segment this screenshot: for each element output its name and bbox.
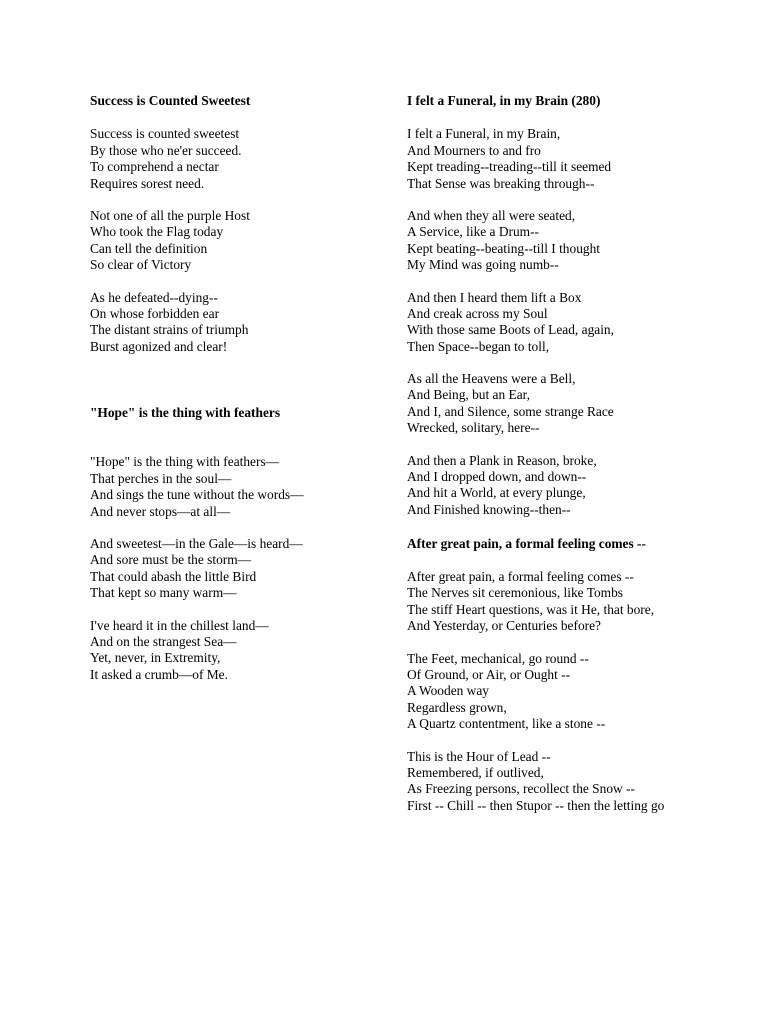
stanza-spacer xyxy=(90,520,390,536)
poem-line: And I dropped down, and down-- xyxy=(407,469,587,485)
poem-line: By those who ne'er succeed. xyxy=(90,142,242,158)
poem-line: The Feet, mechanical, go round -- xyxy=(407,650,589,666)
poem-line: My Mind was going numb-- xyxy=(407,257,559,273)
poem xyxy=(407,536,747,814)
poem-line: It asked a crumb—of Me. xyxy=(90,666,228,682)
poem-line: And then a Plank in Reason, broke, xyxy=(407,452,597,468)
poem-line: The Nerves sit ceremonious, like Tombs xyxy=(407,585,623,601)
poem-line: A Quartz contentment, like a stone -- xyxy=(407,716,606,732)
poem-line: And sings the tune without the words— xyxy=(90,487,304,503)
stanza-spacer xyxy=(407,355,747,371)
poem-title: Success is Counted Sweetest xyxy=(90,93,251,108)
title-spacer xyxy=(407,552,747,569)
stanza xyxy=(407,290,747,356)
poem-line: Then Space--began to toll, xyxy=(407,338,550,354)
stanza-spacer xyxy=(90,274,390,290)
poem-line: With those same Boots of Lead, again, xyxy=(407,322,614,338)
poem-line: That kept so many warm— xyxy=(90,585,237,601)
section-spacer xyxy=(407,518,747,536)
stanza xyxy=(407,126,747,192)
stanza-spacer xyxy=(90,602,390,618)
stanza xyxy=(407,651,747,733)
poem-line: "Hope" is the thing with feathers— xyxy=(90,454,280,470)
poem-line: Yet, never, in Extremity, xyxy=(90,650,221,666)
poem-line: To comprehend a nectar xyxy=(90,159,219,175)
poem-line: Can tell the definition xyxy=(90,240,208,256)
poem xyxy=(90,405,390,683)
poem-line: Burst agonized and clear! xyxy=(90,338,228,354)
poem-line: And when they all were seated, xyxy=(407,207,576,223)
stanza xyxy=(90,208,390,274)
poem-line: I've heard it in the chillest land— xyxy=(90,617,269,633)
poem-line: A Wooden way xyxy=(407,683,489,699)
poem-line: First -- Chill -- then Stupor -- then the letting go xyxy=(407,797,665,813)
stanza-spacer xyxy=(407,635,747,651)
poem-line: Success is counted sweetest xyxy=(90,126,240,142)
poem-title: "Hope" is the thing with feathers xyxy=(90,405,281,421)
poem-line: As all the Heavens were a Bell, xyxy=(407,371,576,387)
title-spacer xyxy=(90,109,390,126)
stanza-spacer xyxy=(407,733,747,749)
poem-line: The stiff Heart questions, was it He, that bore, xyxy=(407,601,655,617)
stanza xyxy=(90,536,390,602)
title-spacer xyxy=(90,421,390,454)
poem-line: Who took the Flag today xyxy=(90,224,224,240)
right-column xyxy=(407,93,747,814)
stanza-spacer xyxy=(407,437,747,453)
stanza xyxy=(407,371,747,437)
poem-line: This is the Hour of Lead -- xyxy=(407,748,551,764)
poem-line: I felt a Funeral, in my Brain, xyxy=(407,126,561,142)
poem-line: That Sense was breaking through-- xyxy=(407,175,595,191)
stanza xyxy=(407,749,747,815)
poem xyxy=(407,93,747,518)
poem-line: And then I heard them lift a Box xyxy=(407,289,582,305)
poem-line: Requires sorest need. xyxy=(90,175,205,191)
left-column xyxy=(90,93,390,683)
poem-line: Kept treading--treading--till it seemed xyxy=(407,159,612,175)
poem-line: On whose forbidden ear xyxy=(90,305,220,321)
poem xyxy=(90,93,390,355)
poem-line: And sweetest—in the Gale—is heard— xyxy=(90,536,303,552)
poem-line: And on the strangest Sea— xyxy=(90,633,237,649)
poem-line: And Yesterday, or Centuries before? xyxy=(407,618,601,634)
poem-line: Regardless grown, xyxy=(407,699,507,715)
poem-line: Remembered, if outlived, xyxy=(407,765,544,780)
poem-line: Wrecked, solitary, here-- xyxy=(407,420,540,436)
poem-line: And never stops—at all— xyxy=(90,503,231,519)
poem-line: And hit a World, at every plunge, xyxy=(407,485,586,501)
stanza-spacer xyxy=(407,192,747,208)
poem-line: After great pain, a formal feeling comes -- xyxy=(407,569,634,585)
poem-line: And sore must be the storm— xyxy=(90,552,252,568)
poem-line: And Being, but an Ear, xyxy=(407,387,530,403)
stanza xyxy=(90,126,390,192)
stanza xyxy=(407,208,747,274)
poem-line: And creak across my Soul xyxy=(407,305,548,321)
poem-title: I felt a Funeral, in my Brain (280) xyxy=(407,93,601,108)
poem-line: And Mourners to and fro xyxy=(407,142,541,158)
poem-title: After great pain, a formal feeling comes -- xyxy=(407,535,646,551)
poem-line: Of Ground, or Air, or Ought -- xyxy=(407,667,571,683)
poem-line: The distant strains of triumph xyxy=(90,322,249,338)
poem-line: Kept beating--beating--till I thought xyxy=(407,240,600,256)
poem-line: So clear of Victory xyxy=(90,257,192,273)
stanza xyxy=(90,618,390,684)
poem-line: As he defeated--dying-- xyxy=(90,289,218,305)
poem-line: That could abash the little Bird xyxy=(90,568,257,584)
poem-line: As Freezing persons, recollect the Snow -- xyxy=(407,781,635,797)
stanza xyxy=(407,569,747,635)
poem-line: And I, and Silence, some strange Race xyxy=(407,403,614,419)
poem-line: A Service, like a Drum-- xyxy=(407,224,540,240)
section-spacer xyxy=(90,355,390,405)
stanza-spacer xyxy=(407,274,747,290)
poem-line: That perches in the soul— xyxy=(90,470,232,486)
poem-line: And Finished knowing--then-- xyxy=(407,501,571,517)
poem-line: Not one of all the purple Host xyxy=(90,207,250,223)
title-spacer xyxy=(407,109,747,126)
stanza xyxy=(407,453,747,519)
stanza xyxy=(90,454,390,520)
stanza-spacer xyxy=(90,192,390,208)
stanza xyxy=(90,290,390,356)
